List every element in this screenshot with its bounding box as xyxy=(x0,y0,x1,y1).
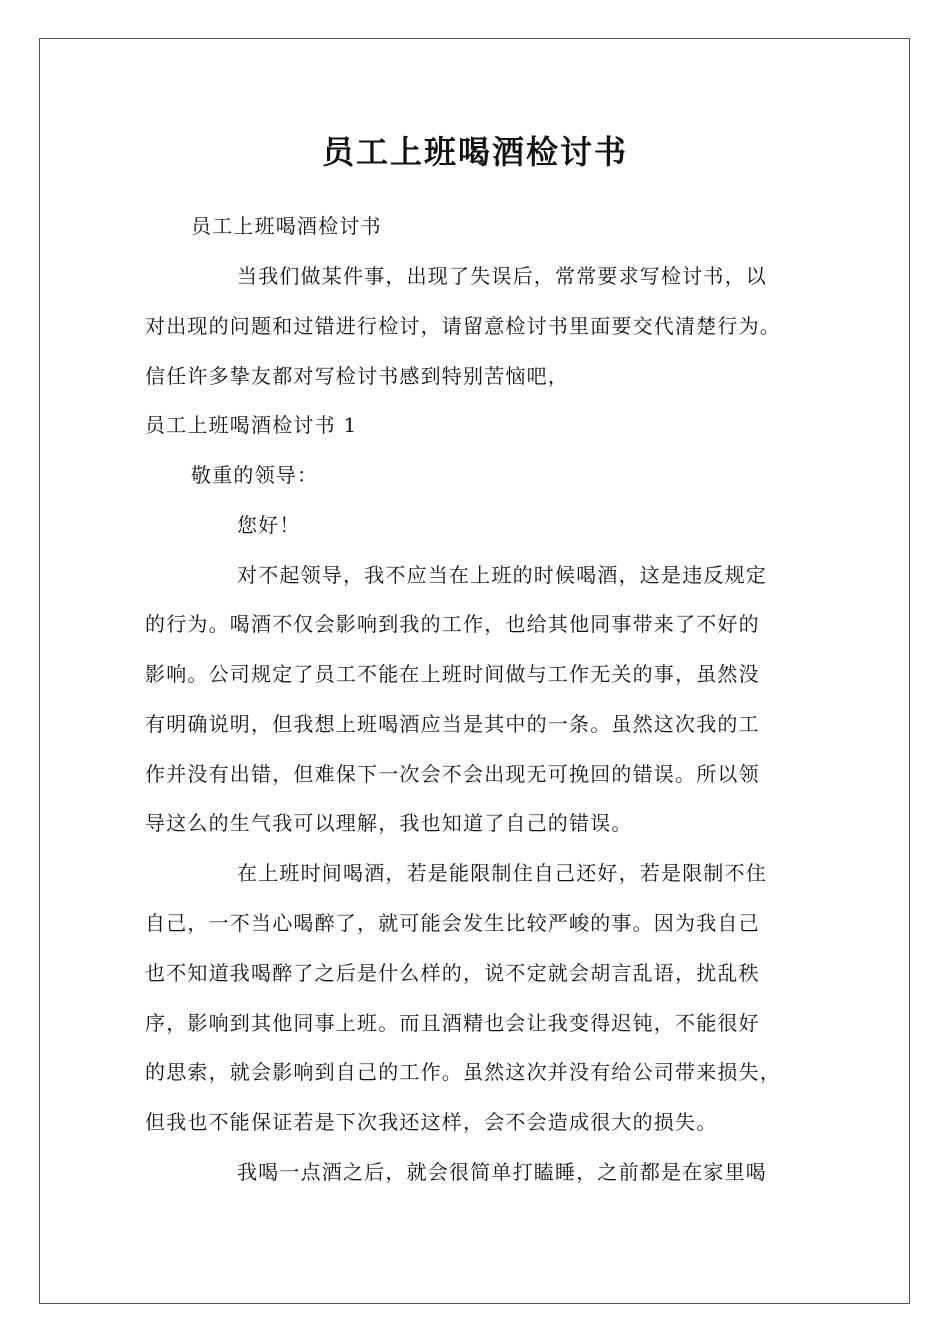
document-subtitle: 员工上班喝酒检讨书 xyxy=(191,214,382,238)
paragraph-2-line-6: 但我也不能保证若是下次我还这样，会不会造成很大的损失。 xyxy=(145,1110,718,1134)
section-heading: 员工上班喝酒检讨书 1 xyxy=(145,413,358,437)
paragraph-1-line-1: 对不起领导，我不应当在上班的时候喝酒，这是违反规定 xyxy=(237,563,767,587)
paragraph-1-line-6: 导这么的生气我可以理解，我也知道了自己的错误。 xyxy=(145,811,633,835)
salutation: 敬重的领导： xyxy=(191,463,319,487)
paragraph-1-line-2: 的行为。喝酒不仅会影响到我的工作，也给其他同事带来了不好的 xyxy=(145,612,760,636)
paragraph-1-line-5: 作并没有出错，但难保下一次会不会出现无可挽回的错误。所以领 xyxy=(145,762,760,786)
paragraph-2-line-2: 自己，一不当心喝醉了，就可能会发生比较严峻的事。因为我自己 xyxy=(145,911,760,935)
paragraph-1-line-3: 影响。公司规定了员工不能在上班时间做与工作无关的事，虽然没 xyxy=(145,662,760,686)
greeting: 您好！ xyxy=(237,513,301,537)
paragraph-2-line-5: 的思索，就会影响到自己的工作。虽然这次并没有给公司带来损失， xyxy=(145,1060,781,1084)
intro-line-2: 对出现的问题和过错进行检讨，请留意检讨书里面要交代清楚行为。 xyxy=(145,314,781,338)
paragraph-1-line-4: 有明确说明，但我想上班喝酒应当是其中的一条。虽然这次我的工 xyxy=(145,712,760,736)
paragraph-2-line-3: 也不知道我喝醉了之后是什么样的，说不定就会胡言乱语，扰乱秩 xyxy=(145,961,760,985)
intro-line-1: 当我们做某件事，出现了失误后，常常要求写检讨书，以 xyxy=(237,264,767,288)
intro-line-3: 信任许多挚友都对写检讨书感到特别苦恼吧， xyxy=(145,364,569,388)
document-title: 员工上班喝酒检讨书 xyxy=(321,133,628,171)
paragraph-3-line-1: 我喝一点酒之后，就会很简单打瞌睡，之前都是在家里喝 xyxy=(237,1160,767,1184)
paragraph-2-line-4: 序，影响到其他同事上班。而且酒精也会让我变得迟钝，不能很好 xyxy=(145,1011,760,1035)
paragraph-2-line-1: 在上班时间喝酒，若是能限制住自己还好，若是限制不住 xyxy=(237,861,767,885)
